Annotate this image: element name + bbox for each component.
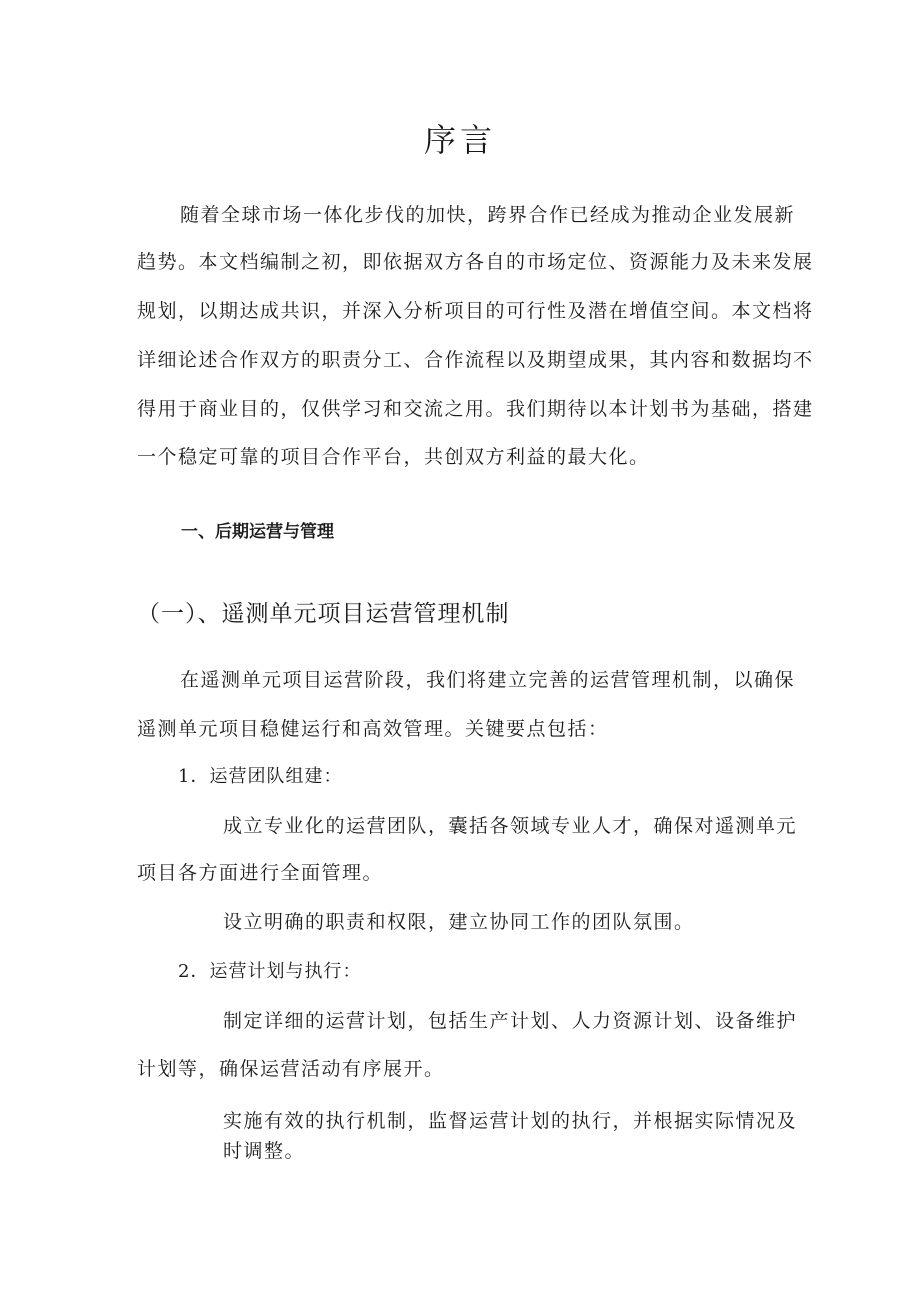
preface-line: 一个稳定可靠的项目合作平台，共创双方利益的最大化。 [137,446,650,468]
item-2-line: 实施有效的执行机制，监督运营计划的执行，并根据实际情况及 [223,1110,798,1132]
page-title: 序言 [423,121,496,159]
item-1-label: 1．运营团队组建： [178,766,343,787]
section-heading: 一、后期运营与管理 [181,522,334,542]
item-2-line: 制定详细的运营计划，包括生产计划、人力资源计划、设备维护 [223,1010,798,1032]
preface-line: 趋势。本文档编制之初，即依据双方各自的市场定位、资源能力及未来发展 [137,251,814,273]
item-2-line: 时调整。 [223,1140,306,1162]
subsection-heading: （一）、遥测单元项目运营管理机制 [137,601,510,627]
intro-line: 遥测单元项目稳健运行和高效管理。关键要点包括： [137,718,609,740]
preface-line: 随着全球市场一体化步伐的加快，跨界合作已经成为推动企业发展新 [180,204,796,226]
preface-line: 详细论述合作双方的职责分工、合作流程以及期望成果，其内容和数据均不 [137,349,814,371]
item-1-line: 设立明确的职责和权限，建立协同工作的团队氛围。 [223,911,695,933]
preface-line: 得用于商业目的，仅供学习和交流之用。我们期待以本计划书为基础，搭建 [137,398,814,420]
item-1-line: 项目各方面进行全面管理。 [137,862,384,884]
intro-line: 在遥测单元项目运营阶段，我们将建立完善的运营管理机制，以确保 [180,669,796,691]
item-1-line: 成立专业化的运营团队，囊括各领域专业人才，确保对遥测单元 [223,815,798,837]
item-2-line: 计划等，确保运营活动有序展开。 [137,1058,445,1080]
item-2-label: 2．运营计划与执行： [178,961,362,982]
preface-line: 规划，以期达成共识，并深入分析项目的可行性及潜在增值空间。本文档将 [137,300,814,322]
